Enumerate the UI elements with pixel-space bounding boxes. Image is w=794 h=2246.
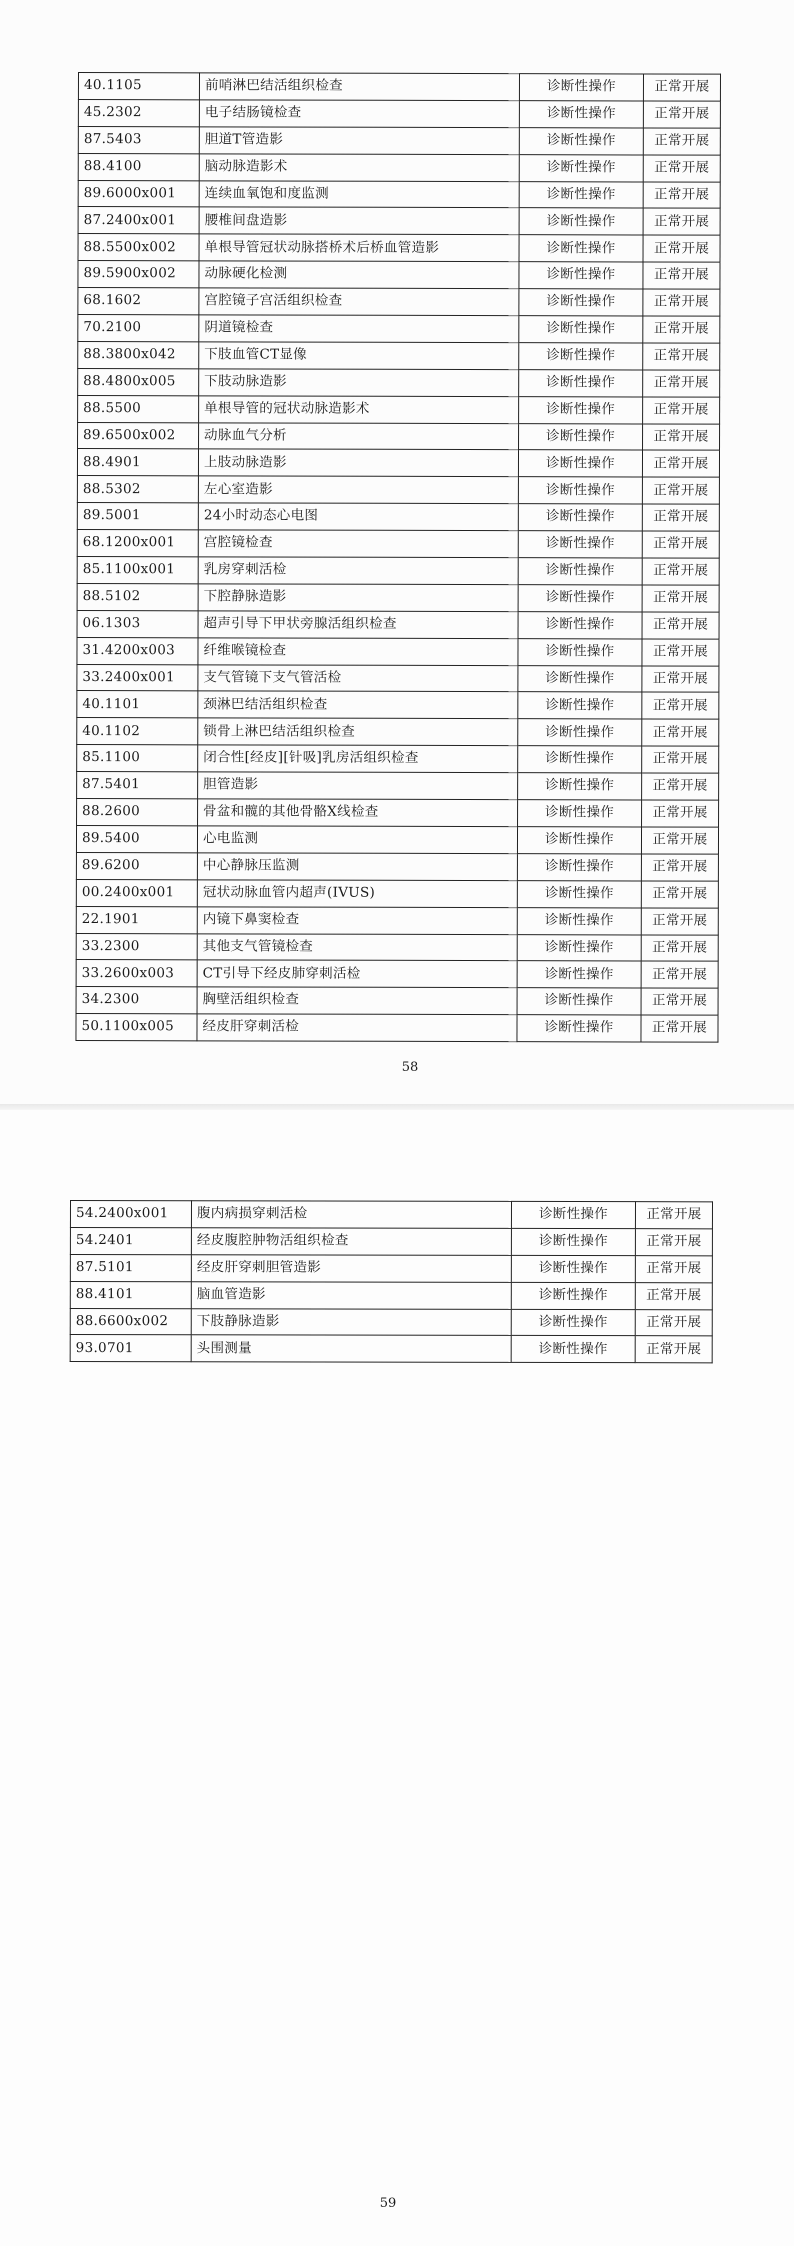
page-number: 58 [401, 1060, 419, 1075]
status-cell: 正常开展 [641, 908, 718, 935]
page-58 [0, 0, 794, 1105]
table-row [76, 825, 718, 854]
procedure-code-cell: 88.2600 [77, 799, 198, 826]
table-row [77, 718, 719, 747]
status-cell: 正常开展 [635, 1255, 712, 1282]
operation-type-cell: 诊断性操作 [519, 127, 643, 154]
operation-type-cell: 诊断性操作 [511, 1282, 635, 1309]
status-cell: 正常开展 [643, 424, 720, 451]
status-cell: 正常开展 [642, 558, 719, 585]
procedure-code-cell: 88.4101 [70, 1281, 191, 1308]
procedure-code-cell: 89.5001 [77, 503, 198, 530]
table-row [78, 207, 720, 236]
procedure-table-page-59 [70, 1200, 713, 1364]
procedure-name-cell: 支气管镜下支气管活检 [198, 664, 518, 692]
status-cell: 正常开展 [641, 961, 718, 988]
operation-type-cell: 诊断性操作 [518, 719, 642, 746]
procedure-name-cell: 超声引导下甲状旁腺活组织检查 [198, 611, 518, 639]
procedure-name-cell: 脑血管造影 [191, 1281, 511, 1309]
procedure-name-cell: 骨盆和髋的其他骨骼X线检查 [198, 799, 518, 827]
procedure-name-cell: 纤维喉镜检查 [198, 638, 518, 666]
procedure-name-cell: CT引导下经皮肺穿刺活检 [197, 960, 517, 988]
operation-type-cell: 诊断性操作 [518, 638, 642, 665]
procedure-name-cell: 内镜下鼻窦检查 [197, 906, 517, 934]
procedure-name-cell: 宫腔镜子宫活组织检查 [199, 288, 519, 316]
page-59 [0, 1110, 794, 2246]
operation-type-cell: 诊断性操作 [511, 1201, 635, 1228]
operation-type-cell: 诊断性操作 [519, 289, 643, 316]
status-cell: 正常开展 [635, 1282, 712, 1309]
status-cell: 正常开展 [643, 208, 720, 235]
status-cell: 正常开展 [635, 1336, 712, 1363]
procedure-code-cell: 88.4100 [78, 153, 199, 180]
table-row [70, 1201, 712, 1229]
table-row [78, 261, 720, 290]
procedure-code-cell: 31.4200x003 [77, 637, 198, 664]
status-cell: 正常开展 [642, 692, 719, 719]
status-cell: 正常开展 [641, 934, 718, 961]
procedure-code-cell: 68.1200x001 [77, 530, 198, 557]
table-row [70, 1335, 712, 1363]
operation-type-cell: 诊断性操作 [519, 423, 643, 450]
procedure-name-cell: 阴道镜检查 [199, 315, 519, 343]
procedure-code-cell: 89.6500x002 [78, 422, 199, 449]
procedure-code-cell: 88.3800x042 [78, 341, 199, 368]
operation-type-cell: 诊断性操作 [519, 235, 643, 262]
operation-type-cell: 诊断性操作 [519, 208, 643, 235]
status-cell: 正常开展 [635, 1229, 712, 1256]
operation-type-cell: 诊断性操作 [511, 1228, 635, 1255]
procedure-name-cell: 脑动脉造影术 [199, 153, 519, 181]
operation-type-cell: 诊断性操作 [517, 827, 641, 854]
procedure-code-cell: 88.5500 [78, 395, 199, 422]
operation-type-cell: 诊断性操作 [519, 369, 643, 396]
procedure-code-cell: 54.2400x001 [70, 1201, 191, 1228]
status-cell: 正常开展 [642, 477, 719, 504]
operation-type-cell: 诊断性操作 [517, 961, 641, 988]
table-row [78, 368, 720, 397]
status-cell: 正常开展 [641, 854, 718, 881]
procedure-table-body [70, 1201, 712, 1364]
procedure-code-cell: 34.2300 [76, 987, 197, 1014]
procedure-table-body [76, 73, 721, 1043]
operation-type-cell: 诊断性操作 [518, 558, 642, 585]
operation-type-cell: 诊断性操作 [517, 907, 641, 934]
table-row [76, 879, 718, 908]
procedure-code-cell: 45.2302 [78, 99, 199, 126]
procedure-code-cell: 68.1602 [78, 288, 199, 315]
table-row [77, 691, 719, 720]
status-cell: 正常开展 [642, 531, 719, 558]
procedure-name-cell: 下腔静脉造影 [198, 584, 518, 612]
procedure-code-cell: 88.4800x005 [78, 368, 199, 395]
procedure-code-cell: 85.1100x001 [77, 557, 198, 584]
procedure-name-cell: 胆管造影 [198, 772, 518, 800]
procedure-name-cell: 头围测量 [191, 1335, 511, 1363]
operation-type-cell: 诊断性操作 [519, 74, 643, 101]
procedure-name-cell: 锁骨上淋巴结活组织检查 [198, 718, 518, 746]
procedure-code-cell: 89.5900x002 [78, 261, 199, 288]
status-cell: 正常开展 [643, 182, 720, 209]
table-row [76, 852, 718, 881]
procedure-code-cell: 88.4901 [77, 449, 198, 476]
status-cell: 正常开展 [643, 289, 720, 316]
operation-type-cell: 诊断性操作 [517, 1015, 641, 1042]
table-row [78, 99, 720, 128]
procedure-name-cell: 单根导管的冠状动脉造影术 [199, 396, 519, 424]
procedure-code-cell: 87.5101 [70, 1254, 191, 1281]
operation-type-cell: 诊断性操作 [519, 343, 643, 370]
procedure-name-cell: 上肢动脉造影 [198, 449, 518, 477]
procedure-code-cell: 89.6200 [76, 852, 197, 879]
table-row [78, 153, 720, 182]
status-cell: 正常开展 [642, 639, 719, 666]
table-row [78, 341, 720, 370]
operation-type-cell: 诊断性操作 [519, 154, 643, 181]
procedure-code-cell: 40.1105 [78, 73, 199, 100]
status-cell: 正常开展 [641, 1015, 718, 1042]
procedure-name-cell: 左心室造影 [198, 476, 518, 504]
procedure-code-cell: 54.2401 [70, 1227, 191, 1254]
table-row [77, 664, 719, 693]
procedure-code-cell: 87.5403 [78, 126, 199, 153]
operation-type-cell: 诊断性操作 [518, 773, 642, 800]
table-row [77, 449, 719, 478]
operation-type-cell: 诊断性操作 [519, 316, 643, 343]
status-cell: 正常开展 [641, 881, 718, 908]
operation-type-cell: 诊断性操作 [519, 181, 643, 208]
procedure-code-cell: 88.5102 [77, 583, 198, 610]
table-row [76, 960, 718, 989]
procedure-name-cell: 中心静脉压监测 [197, 853, 517, 881]
table-row [77, 476, 719, 505]
procedure-code-cell: 88.6600x002 [70, 1308, 191, 1335]
procedure-name-cell: 经皮肝穿刺活检 [197, 1014, 517, 1042]
procedure-code-cell: 88.5500x002 [78, 234, 199, 261]
status-cell: 正常开展 [635, 1309, 712, 1336]
procedure-code-cell: 87.5401 [77, 772, 198, 799]
operation-type-cell: 诊断性操作 [517, 988, 641, 1015]
table-row [78, 422, 720, 451]
table-row [78, 234, 720, 263]
procedure-name-cell: 前哨淋巴结活组织检查 [199, 73, 519, 101]
status-cell: 正常开展 [642, 585, 719, 612]
procedure-code-cell: 40.1101 [77, 691, 198, 718]
operation-type-cell: 诊断性操作 [511, 1255, 635, 1282]
table-row [70, 1308, 712, 1336]
operation-type-cell: 诊断性操作 [519, 396, 643, 423]
procedure-name-cell: 24小时动态心电图 [198, 503, 518, 531]
procedure-name-cell: 下肢血管CT显像 [199, 342, 519, 370]
status-cell: 正常开展 [643, 235, 720, 262]
page-number: 59 [379, 2196, 397, 2211]
table-row [78, 180, 720, 209]
operation-type-cell: 诊断性操作 [518, 477, 642, 504]
operation-type-cell: 诊断性操作 [519, 101, 643, 128]
procedure-code-cell: 85.1100 [77, 745, 198, 772]
table-row [77, 557, 719, 586]
status-cell: 正常开展 [642, 666, 719, 693]
procedure-code-cell: 88.5302 [77, 476, 198, 503]
procedure-code-cell: 50.1100x005 [76, 1014, 197, 1041]
status-cell: 正常开展 [642, 504, 719, 531]
table-row [70, 1227, 712, 1255]
table-row [77, 772, 719, 801]
procedure-code-cell: 70.2100 [78, 315, 199, 342]
table-row [78, 315, 720, 344]
operation-type-cell: 诊断性操作 [518, 665, 642, 692]
procedure-name-cell: 经皮肝穿刺胆管造影 [191, 1255, 511, 1283]
status-cell: 正常开展 [643, 74, 720, 101]
status-cell: 正常开展 [642, 800, 719, 827]
table-row [78, 395, 720, 424]
operation-type-cell: 诊断性操作 [511, 1336, 635, 1363]
status-cell: 正常开展 [635, 1202, 712, 1229]
status-cell: 正常开展 [643, 155, 720, 182]
procedure-name-cell: 经皮腹腔肿物活组织检查 [191, 1228, 511, 1256]
status-cell: 正常开展 [642, 746, 719, 773]
status-cell: 正常开展 [642, 450, 719, 477]
operation-type-cell: 诊断性操作 [518, 531, 642, 558]
table-row [78, 73, 720, 102]
operation-type-cell: 诊断性操作 [518, 746, 642, 773]
status-cell: 正常开展 [641, 827, 718, 854]
procedure-name-cell: 乳房穿刺活检 [198, 557, 518, 585]
procedure-name-cell: 胸壁活组织检查 [197, 987, 517, 1015]
procedure-name-cell: 冠状动脉血管内超声(IVUS) [197, 880, 517, 908]
operation-type-cell: 诊断性操作 [518, 692, 642, 719]
procedure-name-cell: 腰椎间盘造影 [199, 207, 519, 235]
procedure-code-cell: 89.6000x001 [78, 180, 199, 207]
operation-type-cell: 诊断性操作 [518, 504, 642, 531]
procedure-code-cell: 33.2300 [76, 933, 197, 960]
procedure-name-cell: 腹内病损穿刺活检 [191, 1201, 511, 1229]
operation-type-cell: 诊断性操作 [518, 800, 642, 827]
status-cell: 正常开展 [641, 988, 718, 1015]
table-row [76, 1014, 718, 1043]
procedure-name-cell: 动脉硬化检测 [199, 261, 519, 289]
table-row [77, 799, 719, 828]
procedure-code-cell: 00.2400x001 [76, 879, 197, 906]
operation-type-cell: 诊断性操作 [517, 880, 641, 907]
procedure-code-cell: 89.5400 [76, 825, 197, 852]
procedure-name-cell: 宫腔镜检查 [198, 530, 518, 558]
procedure-name-cell: 心电监测 [197, 826, 517, 854]
status-cell: 正常开展 [642, 612, 719, 639]
operation-type-cell: 诊断性操作 [519, 262, 643, 289]
status-cell: 正常开展 [642, 719, 719, 746]
status-cell: 正常开展 [643, 370, 720, 397]
status-cell: 正常开展 [643, 128, 720, 155]
status-cell: 正常开展 [643, 316, 720, 343]
table-row [77, 583, 719, 612]
procedure-name-cell: 下肢静脉造影 [191, 1308, 511, 1336]
status-cell: 正常开展 [643, 262, 720, 289]
table-row [70, 1281, 712, 1309]
operation-type-cell: 诊断性操作 [518, 585, 642, 612]
table-row [78, 126, 720, 155]
procedure-name-cell: 动脉血气分析 [199, 422, 519, 450]
table-row [77, 637, 719, 666]
status-cell: 正常开展 [643, 101, 720, 128]
operation-type-cell: 诊断性操作 [511, 1309, 635, 1336]
table-row [77, 610, 719, 639]
operation-type-cell: 诊断性操作 [518, 450, 642, 477]
status-cell: 正常开展 [643, 397, 720, 424]
procedure-code-cell: 06.1303 [77, 610, 198, 637]
procedure-code-cell: 22.1901 [76, 906, 197, 933]
status-cell: 正常开展 [642, 773, 719, 800]
procedure-table-page-58 [75, 72, 721, 1043]
procedure-code-cell: 33.2400x001 [77, 664, 198, 691]
table-row [77, 530, 719, 559]
procedure-name-cell: 胆道T管造影 [199, 127, 519, 155]
operation-type-cell: 诊断性操作 [518, 611, 642, 638]
procedure-code-cell: 33.2600x003 [76, 960, 197, 987]
procedure-code-cell: 40.1102 [77, 718, 198, 745]
operation-type-cell: 诊断性操作 [517, 934, 641, 961]
procedure-code-cell: 87.2400x001 [78, 207, 199, 234]
procedure-name-cell: 闭合性[经皮][针吸]乳房活组织检查 [198, 745, 518, 773]
table-row [70, 1254, 712, 1282]
procedure-name-cell: 颈淋巴结活组织检查 [198, 691, 518, 719]
procedure-name-cell: 电子结肠镜检查 [199, 100, 519, 128]
table-row [76, 987, 718, 1016]
procedure-name-cell: 单根导管冠状动脉搭桥术后桥血管造影 [199, 234, 519, 262]
procedure-code-cell: 93.0701 [70, 1335, 191, 1362]
operation-type-cell: 诊断性操作 [517, 853, 641, 880]
status-cell: 正常开展 [643, 343, 720, 370]
table-row [76, 933, 718, 962]
table-row [77, 745, 719, 774]
table-row [78, 288, 720, 317]
table-row [77, 503, 719, 532]
procedure-name-cell: 下肢动脉造影 [199, 369, 519, 397]
table-row [76, 906, 718, 935]
procedure-name-cell: 连续血氧饱和度监测 [199, 180, 519, 208]
procedure-name-cell: 其他支气管镜检查 [197, 933, 517, 961]
